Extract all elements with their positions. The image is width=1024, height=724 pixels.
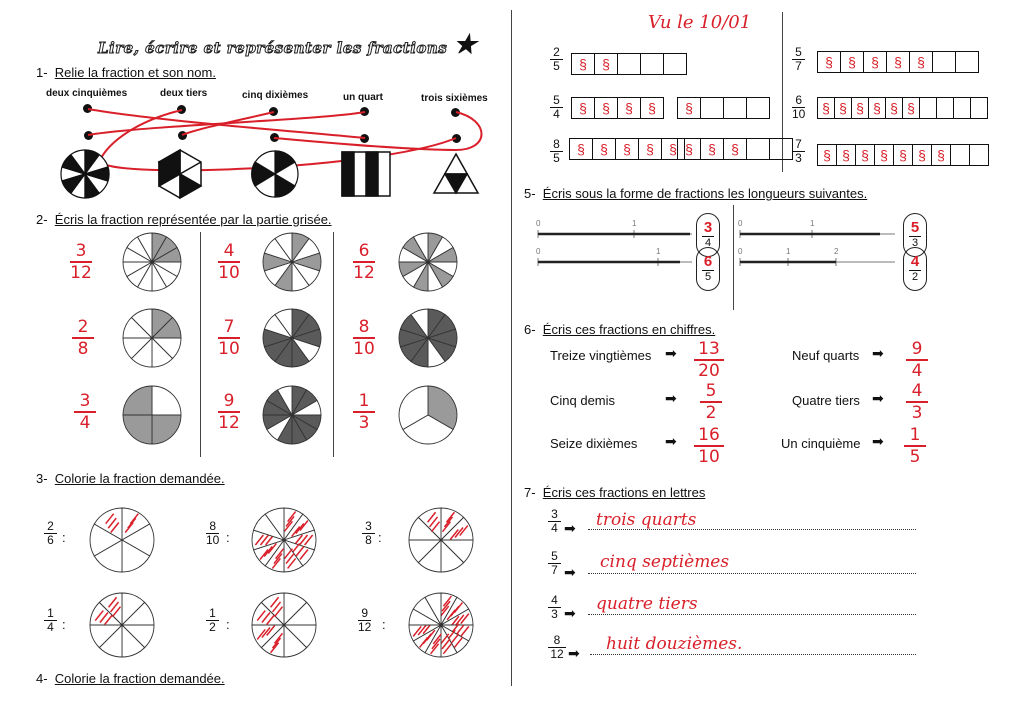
s3-frac-4: 1 2 xyxy=(206,607,219,634)
s2-pie-6-slice xyxy=(123,386,152,415)
s6-label-0: Treize vingtièmes xyxy=(550,348,652,363)
s5-answer-3: 4 2 xyxy=(903,247,927,291)
s4-strip-2b xyxy=(678,138,793,160)
s3-frac-3: 1 4 xyxy=(44,607,57,634)
s3-frac-0: 2 6 xyxy=(44,520,57,547)
s5-tick-4: 0 xyxy=(738,219,743,228)
s2-answer-8: 1 3 xyxy=(353,392,375,432)
s1-name-3: un quart xyxy=(343,92,383,103)
s4-heading: 4- Colorie la fraction demandée. xyxy=(36,671,225,686)
s6-answer-3: 4 3 xyxy=(906,382,928,422)
s2-pie-2 xyxy=(399,233,457,291)
s7-line-1 xyxy=(588,573,916,574)
s2-answer-4: 7 10 xyxy=(218,317,240,359)
s1-name-0: deux cinquièmes xyxy=(46,88,128,99)
s5-answer-0: 3 4 xyxy=(696,213,720,257)
page-title: Lire, écrire et représenter les fractions ★ xyxy=(98,30,478,60)
s5-answer-2: 6 5 xyxy=(696,247,720,291)
s5-answer-1: 5 3 xyxy=(903,213,927,257)
s2-pie-4 xyxy=(263,309,321,367)
s2-answer-7: 9 12 xyxy=(218,391,240,433)
s7-answer-3: huit douzièmes. xyxy=(606,634,743,654)
s5-tick-0: 0 xyxy=(536,219,541,228)
s7-frac-1: 5 7 xyxy=(548,550,561,577)
s2-answer-6: 3 4 xyxy=(74,392,96,432)
s7-line-2 xyxy=(588,614,916,615)
s6-heading: 6- Écris ces fractions en chiffres. xyxy=(524,322,716,337)
s4-frac-5: 7 3 xyxy=(792,138,805,165)
s4-frac-0: 2 5 xyxy=(550,46,563,73)
s6-label-1: Neuf quarts xyxy=(792,348,860,363)
s4-strip-0a xyxy=(572,53,687,75)
s7-answer-2: quatre tiers xyxy=(596,594,698,614)
s5-tick-3: 1 xyxy=(656,247,661,256)
s5-tick-2: 0 xyxy=(536,247,541,256)
s4-strip-1a xyxy=(572,97,664,119)
s6-answer-2: 5 2 xyxy=(700,382,722,422)
s3-pie-5 xyxy=(409,593,473,657)
s4-strip-1b xyxy=(678,97,770,119)
s2-answer-3: 2 8 xyxy=(72,318,94,358)
s3-frac-1: 8 10 xyxy=(206,519,220,547)
arrow-right-icon: ➡ xyxy=(564,564,576,580)
s5-tick-1: 1 xyxy=(632,219,637,228)
s4-strip-2a xyxy=(570,138,685,160)
s6-answer-4: 16 10 xyxy=(694,426,724,466)
s1-name-1: deux tiers xyxy=(160,88,208,99)
s2-answer-5: 8 10 xyxy=(353,317,375,359)
s3-heading: 3- Colorie la fraction demandée. xyxy=(36,471,225,486)
s4-frac-4: 6 10 xyxy=(792,93,806,121)
s7-answer-1: cinq septièmes xyxy=(600,552,730,572)
teacher-annotation: Vu le 10/01 xyxy=(648,12,752,33)
s2-answer-1: 4 10 xyxy=(218,241,240,283)
s3-pie-4 xyxy=(252,593,316,657)
s3-pie-1 xyxy=(252,508,316,572)
arrow-right-icon: ➡ xyxy=(564,605,576,621)
s7-line-3 xyxy=(590,654,916,655)
s5-tick-6: 0 xyxy=(738,247,743,256)
arrow-right-icon: ➡ xyxy=(568,645,580,661)
arrow-right-icon: ➡ xyxy=(872,345,884,361)
s2-s3-pie-charts xyxy=(0,0,512,700)
s4-frac-1: 5 4 xyxy=(550,94,563,121)
s2-pie-7 xyxy=(263,386,321,444)
arrow-right-icon: ➡ xyxy=(872,433,884,449)
s7-frac-3: 8 12 xyxy=(548,634,566,661)
s3-frac-5: 9 12 xyxy=(358,606,372,634)
s3-frac-2: 3 8 xyxy=(362,520,375,547)
s6-answer-0: 13 20 xyxy=(694,340,724,380)
s3-pie-3 xyxy=(90,593,154,657)
s2-pie-6-slice xyxy=(123,415,152,444)
s5-number-lines xyxy=(530,212,930,282)
s7-heading: 7- Écris ces fractions en lettres xyxy=(524,485,706,500)
s6-label-3: Quatre tiers xyxy=(792,393,860,408)
s7-answer-0: trois quarts xyxy=(596,510,697,530)
s1-name-4: trois sixièmes xyxy=(421,93,488,104)
s3-pie-0 xyxy=(90,508,154,572)
s6-label-5: Un cinquième xyxy=(781,436,861,451)
s2-pie-5 xyxy=(399,309,457,367)
s4-strip-3a xyxy=(818,51,979,73)
s4-strip-5a xyxy=(818,144,989,166)
s2-answer-0: 3 12 xyxy=(70,241,92,283)
s4-frac-2: 8 5 xyxy=(550,138,563,165)
s6-answer-5: 1 5 xyxy=(904,426,926,466)
s2-pie-3 xyxy=(123,309,181,367)
s2-heading: 2- Écris la fraction représentée par la partie grisée. xyxy=(36,212,332,227)
s2-pie-8 xyxy=(399,386,457,444)
s7-frac-0: 3 4 xyxy=(548,508,561,535)
star-icon: ★ xyxy=(453,30,478,60)
s3-pie-2 xyxy=(409,508,473,572)
s6-label-4: Seize dixièmes xyxy=(550,436,638,451)
s7-frac-2: 4 3 xyxy=(548,594,561,621)
s2-pie-0 xyxy=(123,233,181,291)
s5-heading: 5- Écris sous la forme de fractions les longueurs suivantes. xyxy=(524,186,868,201)
s2-pie-1 xyxy=(263,233,321,291)
s4-strip-4a xyxy=(818,97,988,119)
arrow-right-icon: ➡ xyxy=(665,433,677,449)
s5-tick-5: 1 xyxy=(810,219,815,228)
s1-heading: 1- Relie la fraction et son nom. xyxy=(36,65,216,80)
s6-answer-1: 9 4 xyxy=(906,340,928,380)
s2-pie-6 xyxy=(123,386,181,444)
arrow-right-icon: ➡ xyxy=(665,345,677,361)
s1-name-2: cinq dixièmes xyxy=(242,90,309,101)
s2-answer-2: 6 12 xyxy=(353,241,375,283)
s5-tick-7: 1 xyxy=(786,247,791,256)
s2-pie-6-slice xyxy=(152,386,181,415)
s4-frac-3: 5 7 xyxy=(792,46,805,73)
s6-label-2: Cinq demis xyxy=(550,393,616,408)
s5-tick-8: 2 xyxy=(834,247,839,256)
s2-pie-6-slice xyxy=(152,415,181,444)
arrow-right-icon: ➡ xyxy=(665,390,677,406)
arrow-right-icon: ➡ xyxy=(872,390,884,406)
arrow-right-icon: ➡ xyxy=(564,520,576,536)
s7-line-0 xyxy=(588,529,916,530)
